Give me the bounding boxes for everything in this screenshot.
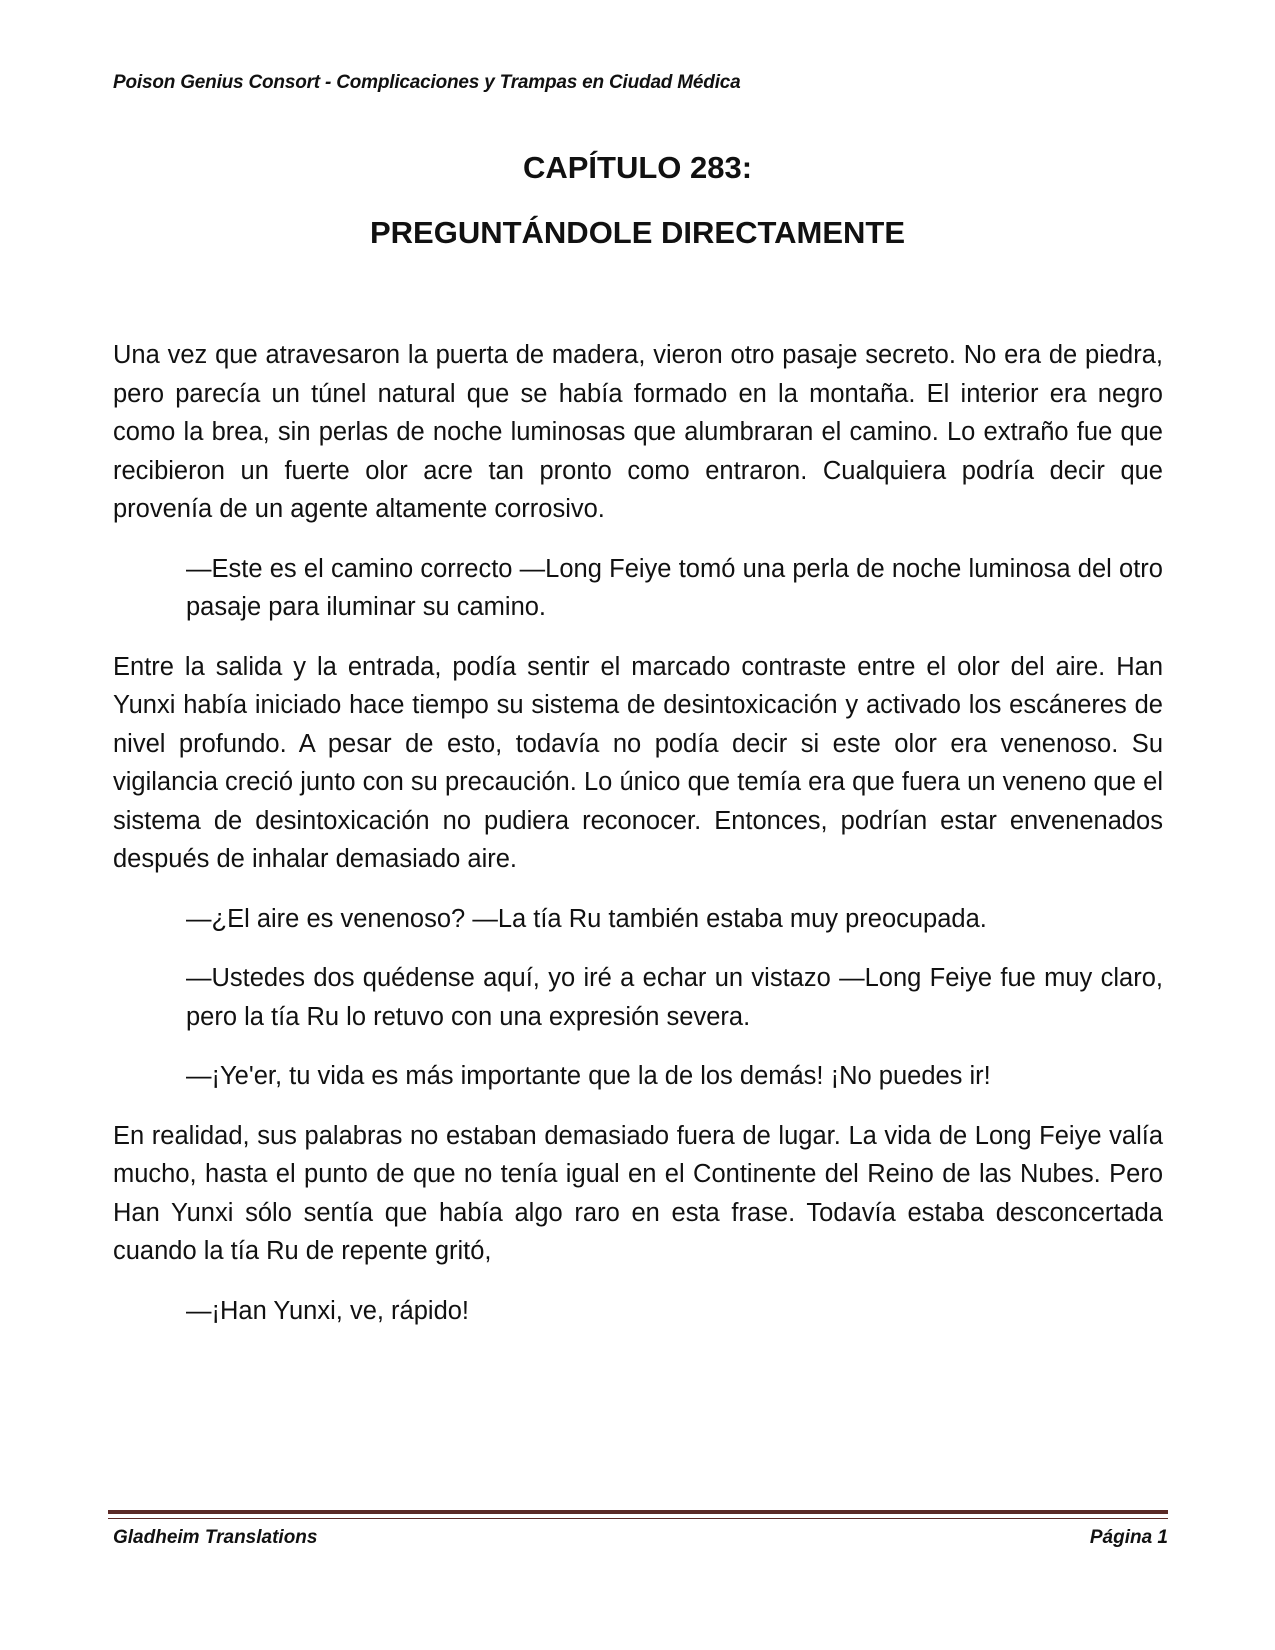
- dialogue-paragraph: —¡Han Yunxi, ve, rápido!: [186, 1296, 470, 1325]
- chapter-number: CAPÍTULO 283:: [522, 150, 753, 185]
- chapter-body: [113, 336, 1163, 1351]
- paragraph: Entre la salida y la entrada, podía sentir el marcado contraste entre el olor del aire. Han Yunxi había iniciado hace tiempo su sistema de desintoxicación y activado los escáneres de nivel profundo. A pesar de esto, todavía no podía decir si este olor era venenoso. Su vigilancia creció junto con su precaución. Lo único que temía era que fuera un veneno que el sistema de desintoxicación no pudiera reconocer. Entonces, podrían estar envenenados después de inhalar demasiado aire.: [113, 652, 1163, 873]
- running-header: Poison Genius Consort - Complicaciones y Trampas en Ciudad Médica: [113, 72, 741, 93]
- dialogue-paragraph: —¿El aire es venenoso? —La tía Ru también estaba muy preocupada.: [186, 904, 987, 933]
- dialogue-paragraph: —¡Ye'er, tu vida es más importante que la de los demás! ¡No puedes ir!: [186, 1062, 991, 1090]
- footer-rule-thin: [108, 1518, 1168, 1519]
- footer-publisher: Gladheim Translations: [113, 1527, 318, 1548]
- footer-page-number: Página 1: [1089, 1527, 1168, 1548]
- footer-rule: [108, 1510, 1168, 1514]
- dialogue-paragraph: —Ustedes dos quédense aquí, yo iré a echar un vistazo —Long Feiye fue muy claro, pero la tía Ru lo retuvo con una expresión severa.: [186, 964, 1163, 1031]
- paragraph: En realidad, sus palabras no estaban demasiado fuera de lugar. La vida de Long Feiye valía mucho, hasta el punto de que no tenía igual en el Continente del Reino de las Nubes. Pero Han Yunxi sólo sentía que había algo raro en esta frase. Todavía estaba desconcertada cuando la tía Ru de repente gritó,: [113, 1121, 1163, 1265]
- dialogue-paragraph: —Este es el camino correcto —Long Feiye tomó una perla de noche luminosa del otro pasaje para iluminar su camino.: [186, 554, 1163, 621]
- paragraph: Una vez que atravesaron la puerta de madera, vieron otro pasaje secreto. No era de piedra, pero parecía un túnel natural que se había formado en la montaña. El interior era negro como la brea, sin perlas de noche luminosas que alumbraran el camino. Lo extraño fue que recibieron un fuerte olor acre tan pronto como entraron. Cualquiera podría decir que provenía de un agente altamente corrosivo.: [113, 341, 1163, 523]
- chapter-title: PREGUNTÁNDOLE DIRECTAMENTE: [369, 215, 906, 250]
